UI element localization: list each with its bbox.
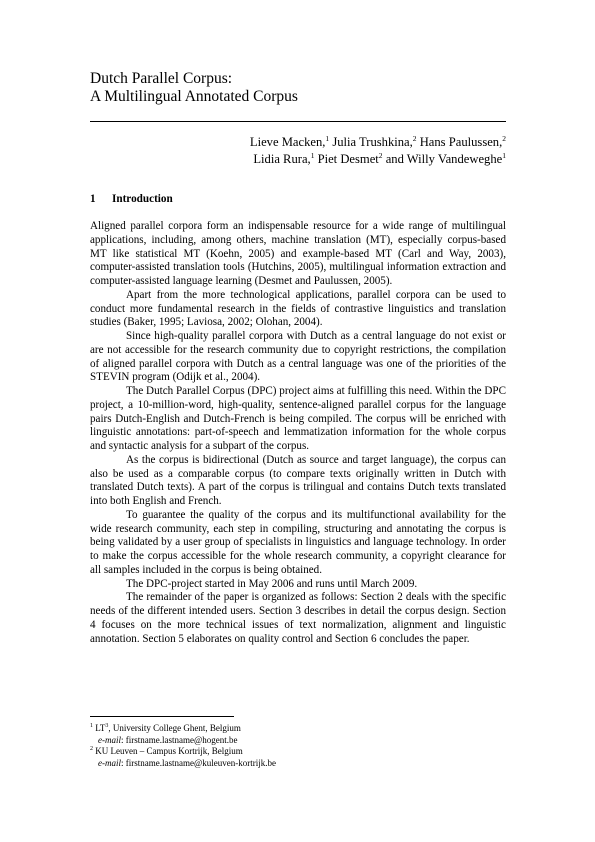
body-text xyxy=(90,220,506,646)
paragraph: The remainder of the paper is organized as follows: Section 2 deals with the specific needs of the different intended users. Section 3 describes in detail the corpus design. Section 4 focuses on the more technical issues of text normalization, alignment and linguistic annotation. Section 5 elaborates on quality control and Section 6 concludes the paper. xyxy=(90,591,506,645)
author-line-1 xyxy=(86,134,506,151)
author-affiliation-mark: 2 xyxy=(502,134,506,143)
author-line-2 xyxy=(86,151,506,168)
footnote-affiliation xyxy=(90,746,506,758)
footnotes xyxy=(90,723,506,769)
footnote-inner-mark: 3 xyxy=(105,723,109,729)
footnote-mark: 2 xyxy=(90,746,93,753)
email-address: : firstname.lastname@hogent.be xyxy=(121,734,238,745)
author-name: Julia Trushkina, xyxy=(329,135,413,149)
author-name: Hans Paulussen, xyxy=(416,135,503,149)
author-affiliation-mark: 2 xyxy=(378,151,383,160)
section-title: Introduction xyxy=(112,193,173,205)
email-address: : firstname.lastname@kuleuven-kortrijk.be xyxy=(121,757,276,768)
paragraph: Apart from the more technological applications, parallel corpora can be used to conduct more fundamental research in the fields of contrastive linguistics and translation studies (Baker, 1995; Laviosa, 2002; Olohan, 2004). xyxy=(90,288,506,329)
email-label: e-mail xyxy=(98,734,121,745)
paper-title xyxy=(90,70,510,106)
footnote-affiliation-text: KU Leuven – Campus Kortrijk, Belgium xyxy=(93,746,243,757)
section-number: 1 xyxy=(90,193,96,205)
paragraph: Aligned parallel corpora form an indispensable resource for a wide range of multilingual applications, including, among others, machine translation (MT), especially corpus-based MT like statistical MT (Koehn, 2005) and example-based MT (Carl and Way, 2003), computer-assisted translation tools (Hutchins, 2005), multilingual information extraction and computer-assisted language learning (Desmet and Paulussen, 2005). xyxy=(90,220,506,287)
author-name: and Willy Vandeweghe xyxy=(382,152,503,166)
footnote-rule xyxy=(90,716,234,717)
footnote-email xyxy=(90,735,506,747)
author-affiliation-mark: 1 xyxy=(502,151,506,160)
footnote-mark: 1 xyxy=(90,723,93,729)
author-name: Lidia Rura, xyxy=(253,152,311,166)
author-affiliation-mark: 2 xyxy=(412,134,417,143)
paper-title-line-2: A Multilingual Annotated Corpus xyxy=(90,88,298,105)
paper-title-line-1: Dutch Parallel Corpus: xyxy=(90,70,233,87)
section-heading xyxy=(90,193,173,205)
footnote-email xyxy=(90,758,506,770)
author-affiliation-mark: 1 xyxy=(325,134,330,143)
paragraph: The DPC-project started in May 2006 and runs until March 2009. xyxy=(126,577,418,590)
author-name: Lieve Macken, xyxy=(249,135,326,149)
paragraph: Since high-quality parallel corpora with Dutch as a central language do not exist or are not accessible for the research community due to copyright restrictions, the compilation of aligned parallel corpora with Dutch as a central language was one of the priorities of the STEVIN program (Odijk et al., 2004). xyxy=(90,330,506,384)
footnote-affiliation-text: , University College Ghent, Belgium xyxy=(108,723,241,733)
author-name: Piet Desmet xyxy=(314,152,379,166)
paragraph: The Dutch Parallel Corpus (DPC) project aims at fulfilling this need. Within the DPC project, a 10-million-word, high-quality, sentence-aligned parallel corpus for the language pairs Dutch-English and Dutch-French is being compiled. The corpus will be enriched with linguistic annotations: part-of-speech and lemmatization information for the whole corpus and syntactic analysis for a subpart of the corpus. xyxy=(90,385,506,452)
author-affiliation-mark: 1 xyxy=(310,151,315,160)
paragraph: To guarantee the quality of the corpus and its multifunctional availability for the wide research community, each step in compiling, structuring and annotating the corpus is being validated by a user group of specialists in linguistics and language technology. In order to make the corpus accessible for the whole research community, a copyright clearance for all samples included in the corpus is being obtained. xyxy=(90,508,506,576)
title-rule xyxy=(90,121,506,122)
email-label: e-mail xyxy=(98,757,121,768)
paragraph: As the corpus is bidirectional (Dutch as source and target language), the corpus can also be used as a comparable corpus (to compare texts originally written in Dutch with translated Dutch texts). A part of the corpus is trilingual and contains Dutch texts translated into both English and French. xyxy=(90,453,506,507)
footnote-affiliation xyxy=(90,723,506,735)
author-list xyxy=(86,134,506,168)
footnote-affiliation-text: LT xyxy=(93,723,106,733)
